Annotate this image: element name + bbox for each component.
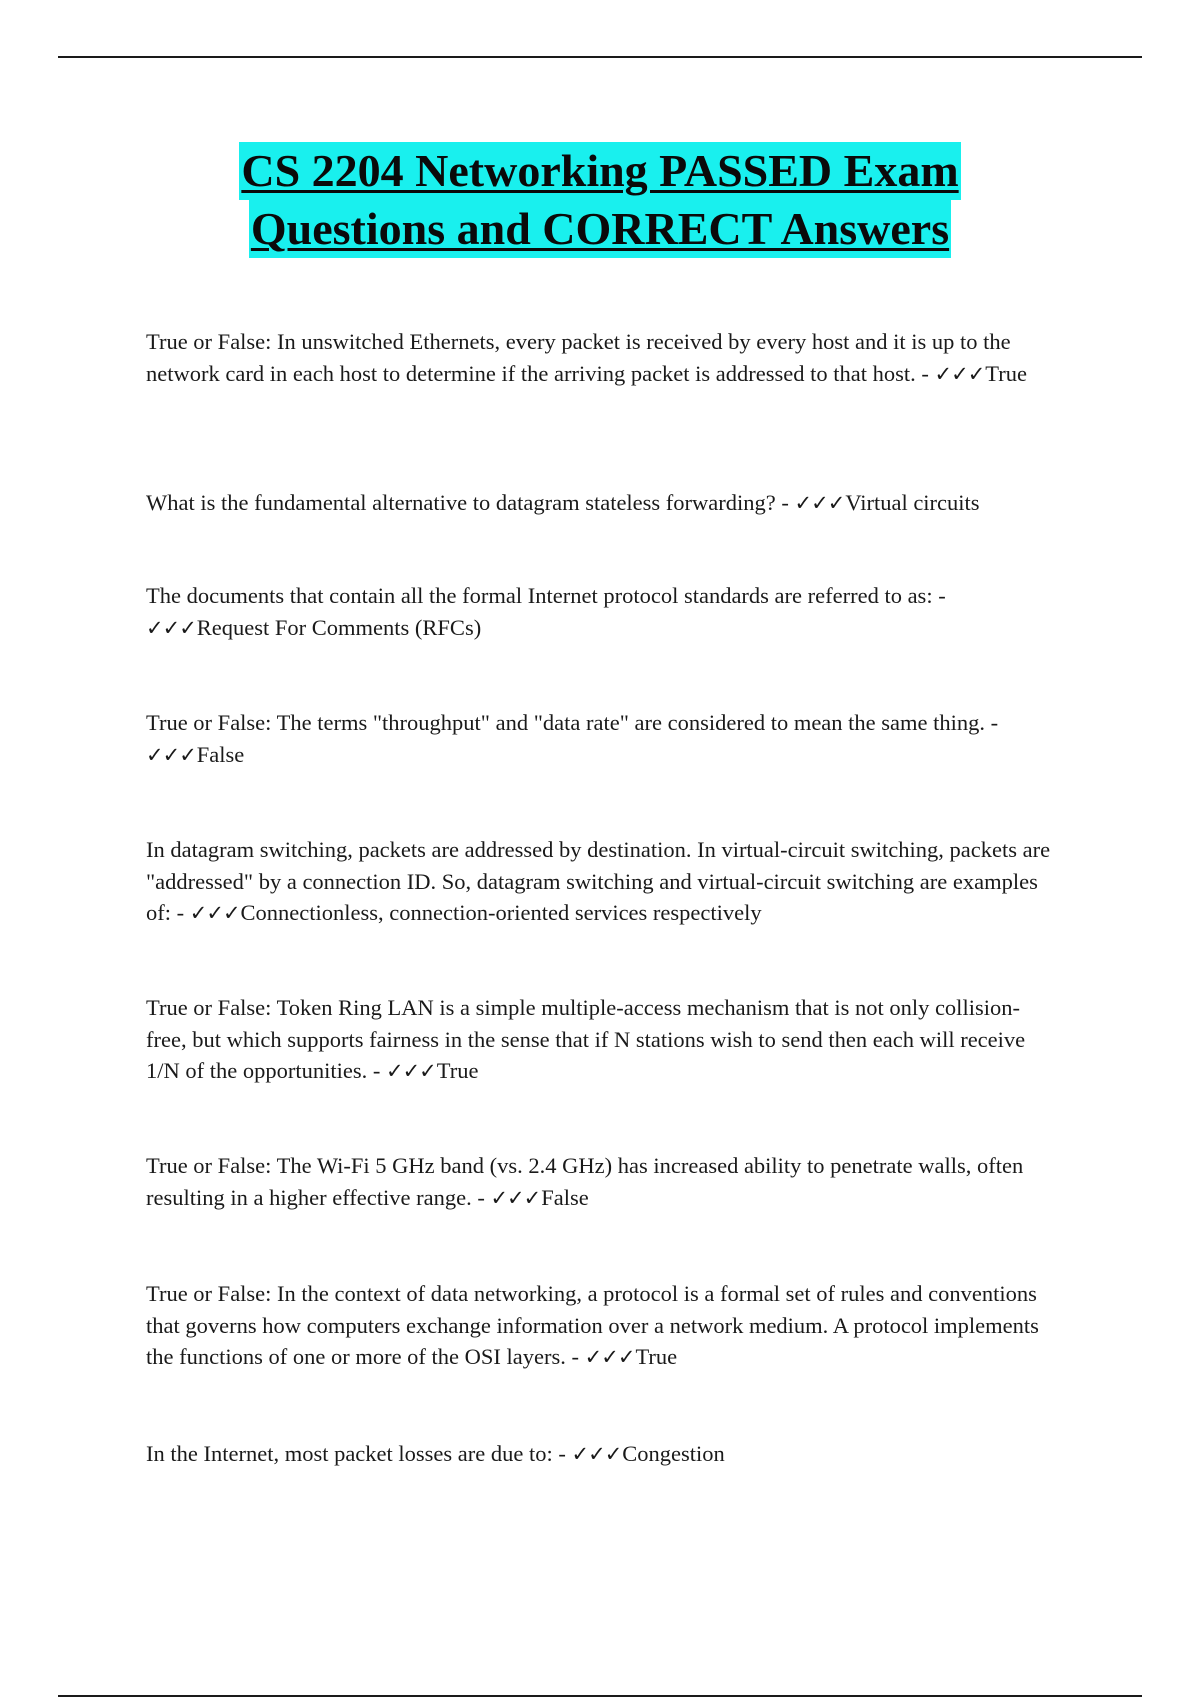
bottom-rule <box>58 1695 1142 1697</box>
check-icon: ✓✓✓ <box>794 491 845 515</box>
answer-text: Request For Comments (RFCs) <box>196 614 482 640</box>
document-title <box>0 142 1200 258</box>
qa-item-3 <box>146 580 1056 644</box>
question-text: The documents that contain all the formal Internet protocol standards are referred to as: - <box>146 583 946 608</box>
question-text: In the Internet, most packet losses are due to: - <box>146 1441 566 1466</box>
check-icon: ✓✓✓ <box>385 1059 436 1083</box>
answer-text: Congestion <box>622 1441 725 1466</box>
question-text: True or False: The Wi-Fi 5 GHz band (vs. 2.4 GHz) has increased ability to penetrate walls, often resulting in a higher effective range. - <box>146 1153 1024 1210</box>
qa-item-5 <box>146 834 1056 930</box>
question-text: True or False: The terms "throughput" and "data rate" are considered to mean the same thing. - <box>146 710 999 735</box>
question-text: True or False: In unswitched Ethernets, every packet is received by every host and it is up to the network card in each host to determine if the arriving packet is addressed to that host. - <box>146 329 1011 386</box>
top-rule <box>58 56 1142 58</box>
question-text: In datagram switching, packets are addressed by destination. In virtual-circuit switching, packets are "addressed" by a connection ID. So, datagram switching and virtual-circuit switching are examples of: - <box>146 837 1051 925</box>
qa-item-1 <box>146 326 1056 390</box>
check-icon: ✓✓✓ <box>189 901 240 925</box>
check-icon: ✓✓✓ <box>146 742 196 767</box>
qa-item-2 <box>146 487 1056 520</box>
check-icon: ✓✓✓ <box>146 615 196 640</box>
title-line-1: CS 2204 Networking PASSED Exam <box>239 142 960 200</box>
question-text: True or False: Token Ring LAN is a simple multiple-access mechanism that is not only collision-free, but which supports fairness in the sense that if N stations wish to send then each will receive 1/N of the opportunities. - <box>146 995 1026 1083</box>
answer-text: Connectionless, connection-oriented services respectively <box>240 900 762 925</box>
question-text: True or False: In the context of data networking, a protocol is a formal set of rules and conventions that governs how computers exchange information over a network medium. A protocol implements the functions of one or more of the OSI layers. - <box>146 1281 1039 1369</box>
check-icon: ✓✓✓ <box>490 1185 541 1210</box>
answer-text: False <box>196 741 245 767</box>
check-icon: ✓✓✓ <box>934 361 985 386</box>
check-icon: ✓✓✓ <box>571 1442 622 1466</box>
answer-text: Virtual circuits <box>845 490 980 515</box>
qa-item-7 <box>146 1150 1056 1214</box>
qa-item-4 <box>146 707 1056 771</box>
check-icon: ✓✓✓ <box>584 1345 635 1369</box>
answer-text: True <box>985 360 1027 386</box>
qa-item-6 <box>146 992 1056 1088</box>
question-text: What is the fundamental alternative to datagram stateless forwarding? - <box>146 490 789 515</box>
qa-item-9 <box>146 1438 1056 1471</box>
answer-text: True <box>436 1058 479 1083</box>
qa-item-8 <box>146 1278 1056 1374</box>
answer-text: True <box>635 1344 678 1369</box>
answer-text: False <box>541 1184 589 1210</box>
title-line-2: Questions and CORRECT Answers <box>249 200 951 258</box>
